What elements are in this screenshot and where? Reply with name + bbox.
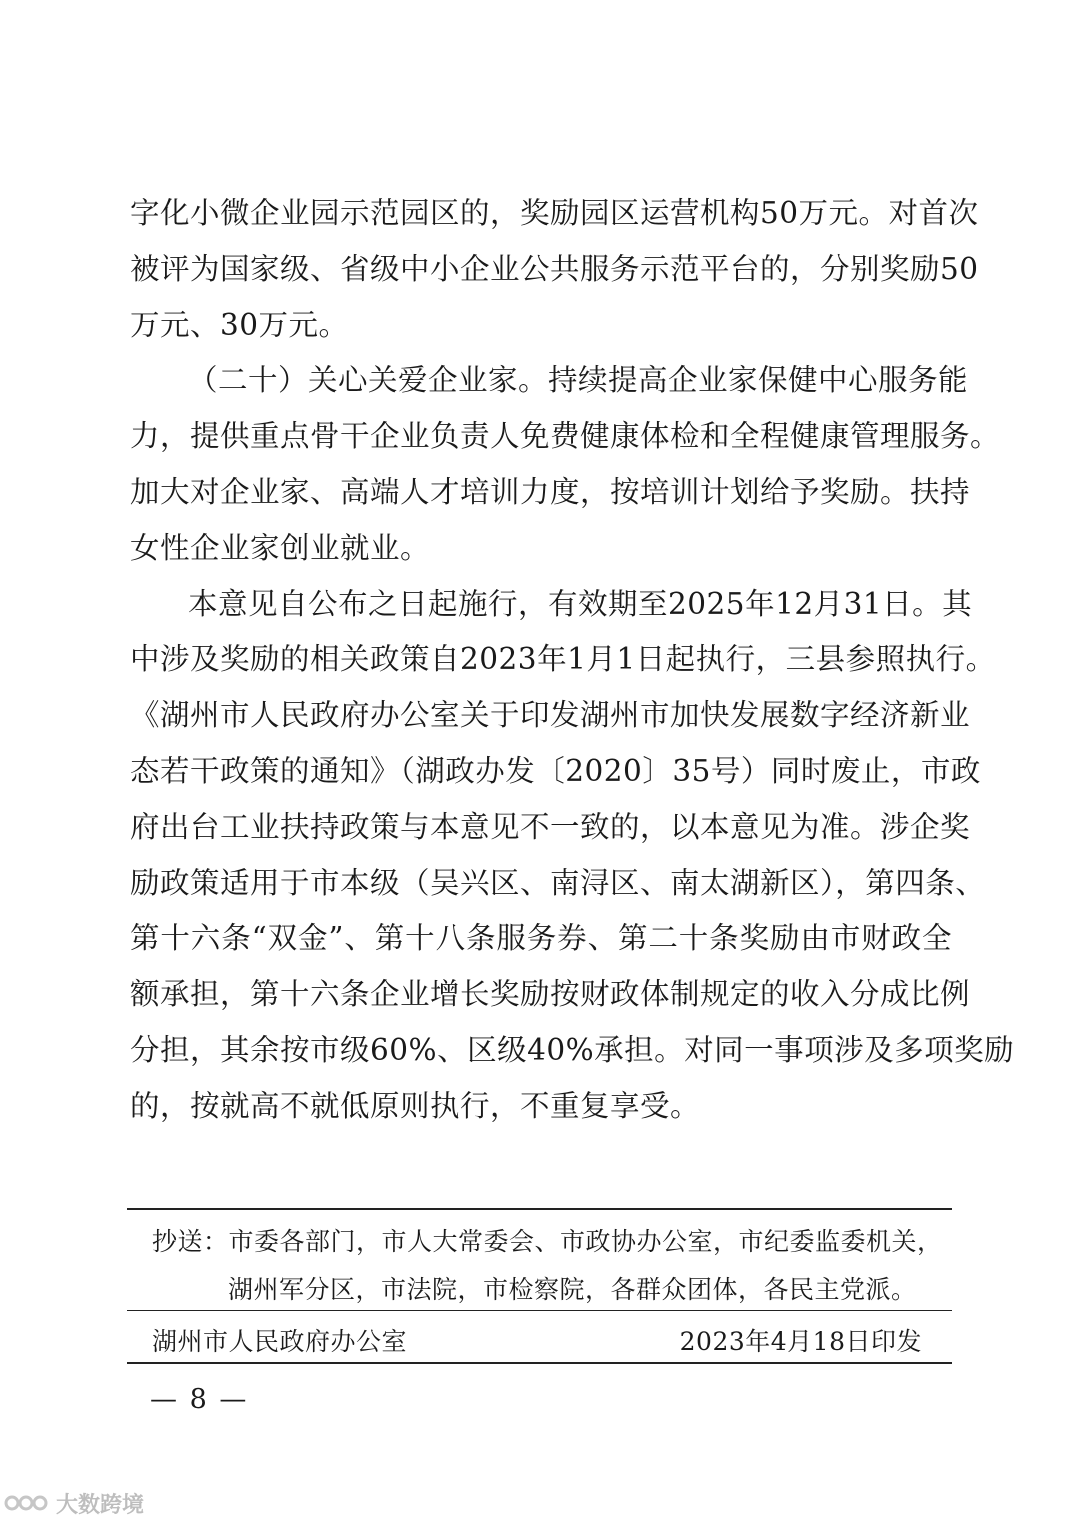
issuer-row bbox=[152, 1320, 922, 1364]
body-line: 的，按就高不就低原则执行，不重复享受。 bbox=[130, 1088, 701, 1123]
body-line: （二十）关心关爱企业家。持续提高企业家保健中心服务能 bbox=[188, 363, 969, 398]
body-line: 分担，其余按市级60%、区级40%承担。对同一事项涉及多项奖励 bbox=[130, 1032, 1015, 1067]
body-line: 励政策适用于市本级（吴兴区、南浔区、南太湖新区），第四条、 bbox=[130, 865, 986, 900]
body-text bbox=[130, 186, 1015, 1135]
body-line: 《湖州市人民政府办公室关于印发湖州市加快发展数字经济新业 bbox=[130, 698, 971, 733]
watermark-logo-icon bbox=[4, 1491, 50, 1515]
body-line: 额承担，第十六条企业增长奖励按财政体制规定的收入分成比例 bbox=[130, 977, 971, 1012]
body-line: 第十六条“双金”、第十八条服务券、第二十条奖励由市财政全 bbox=[130, 921, 952, 956]
body-line: 态若干政策的通知》（湖政办发〔2020〕35号）同时废止，市政 bbox=[130, 753, 981, 788]
page-number: — 8 — bbox=[150, 1384, 249, 1415]
body-line: 中涉及奖励的相关政策自2023年1月1日起执行，三县参照执行。 bbox=[130, 642, 996, 677]
issuer-name: 湖州市人民政府办公室 bbox=[152, 1327, 408, 1356]
watermark-text: 大数跨境 bbox=[56, 1492, 145, 1518]
body-line: 本意见自公布之日起施行，有效期至2025年12月31日。其 bbox=[188, 586, 973, 621]
body-line: 女性企业家创业就业。 bbox=[130, 530, 431, 565]
body-line: 力，提供重点骨干企业负责人免费健康体检和全程健康管理服务。 bbox=[130, 419, 1001, 454]
body-line: 加大对企业家、高端人才培训力度，按培训计划给予奖励。扶持 bbox=[130, 474, 971, 509]
watermark bbox=[4, 1486, 144, 1520]
cc-line-1: 抄送：市委各部门，市人大常委会、市政协办公室，市纪委监委机关， bbox=[152, 1227, 943, 1256]
divider-top bbox=[127, 1208, 952, 1210]
divider-bottom bbox=[127, 1362, 952, 1364]
divider-middle bbox=[127, 1310, 952, 1311]
body-line: 府出台工业扶持政策与本意见不一致的，以本意见为准。涉企奖 bbox=[130, 809, 971, 844]
cc-line-2: 湖州军分区，市法院，市检察院，各群众团体，各民主党派。 bbox=[228, 1275, 917, 1304]
body-line: 被评为国家级、省级中小企业公共服务示范平台的，分别奖励50 bbox=[130, 251, 979, 286]
body-line: 万元、30万元。 bbox=[130, 307, 349, 342]
cc-block bbox=[152, 1218, 942, 1314]
body-line: 字化小微企业园示范园区的，奖励园区运营机构50万元。对首次 bbox=[130, 196, 979, 230]
issue-date: 2023年4月18日印发 bbox=[679, 1327, 922, 1356]
